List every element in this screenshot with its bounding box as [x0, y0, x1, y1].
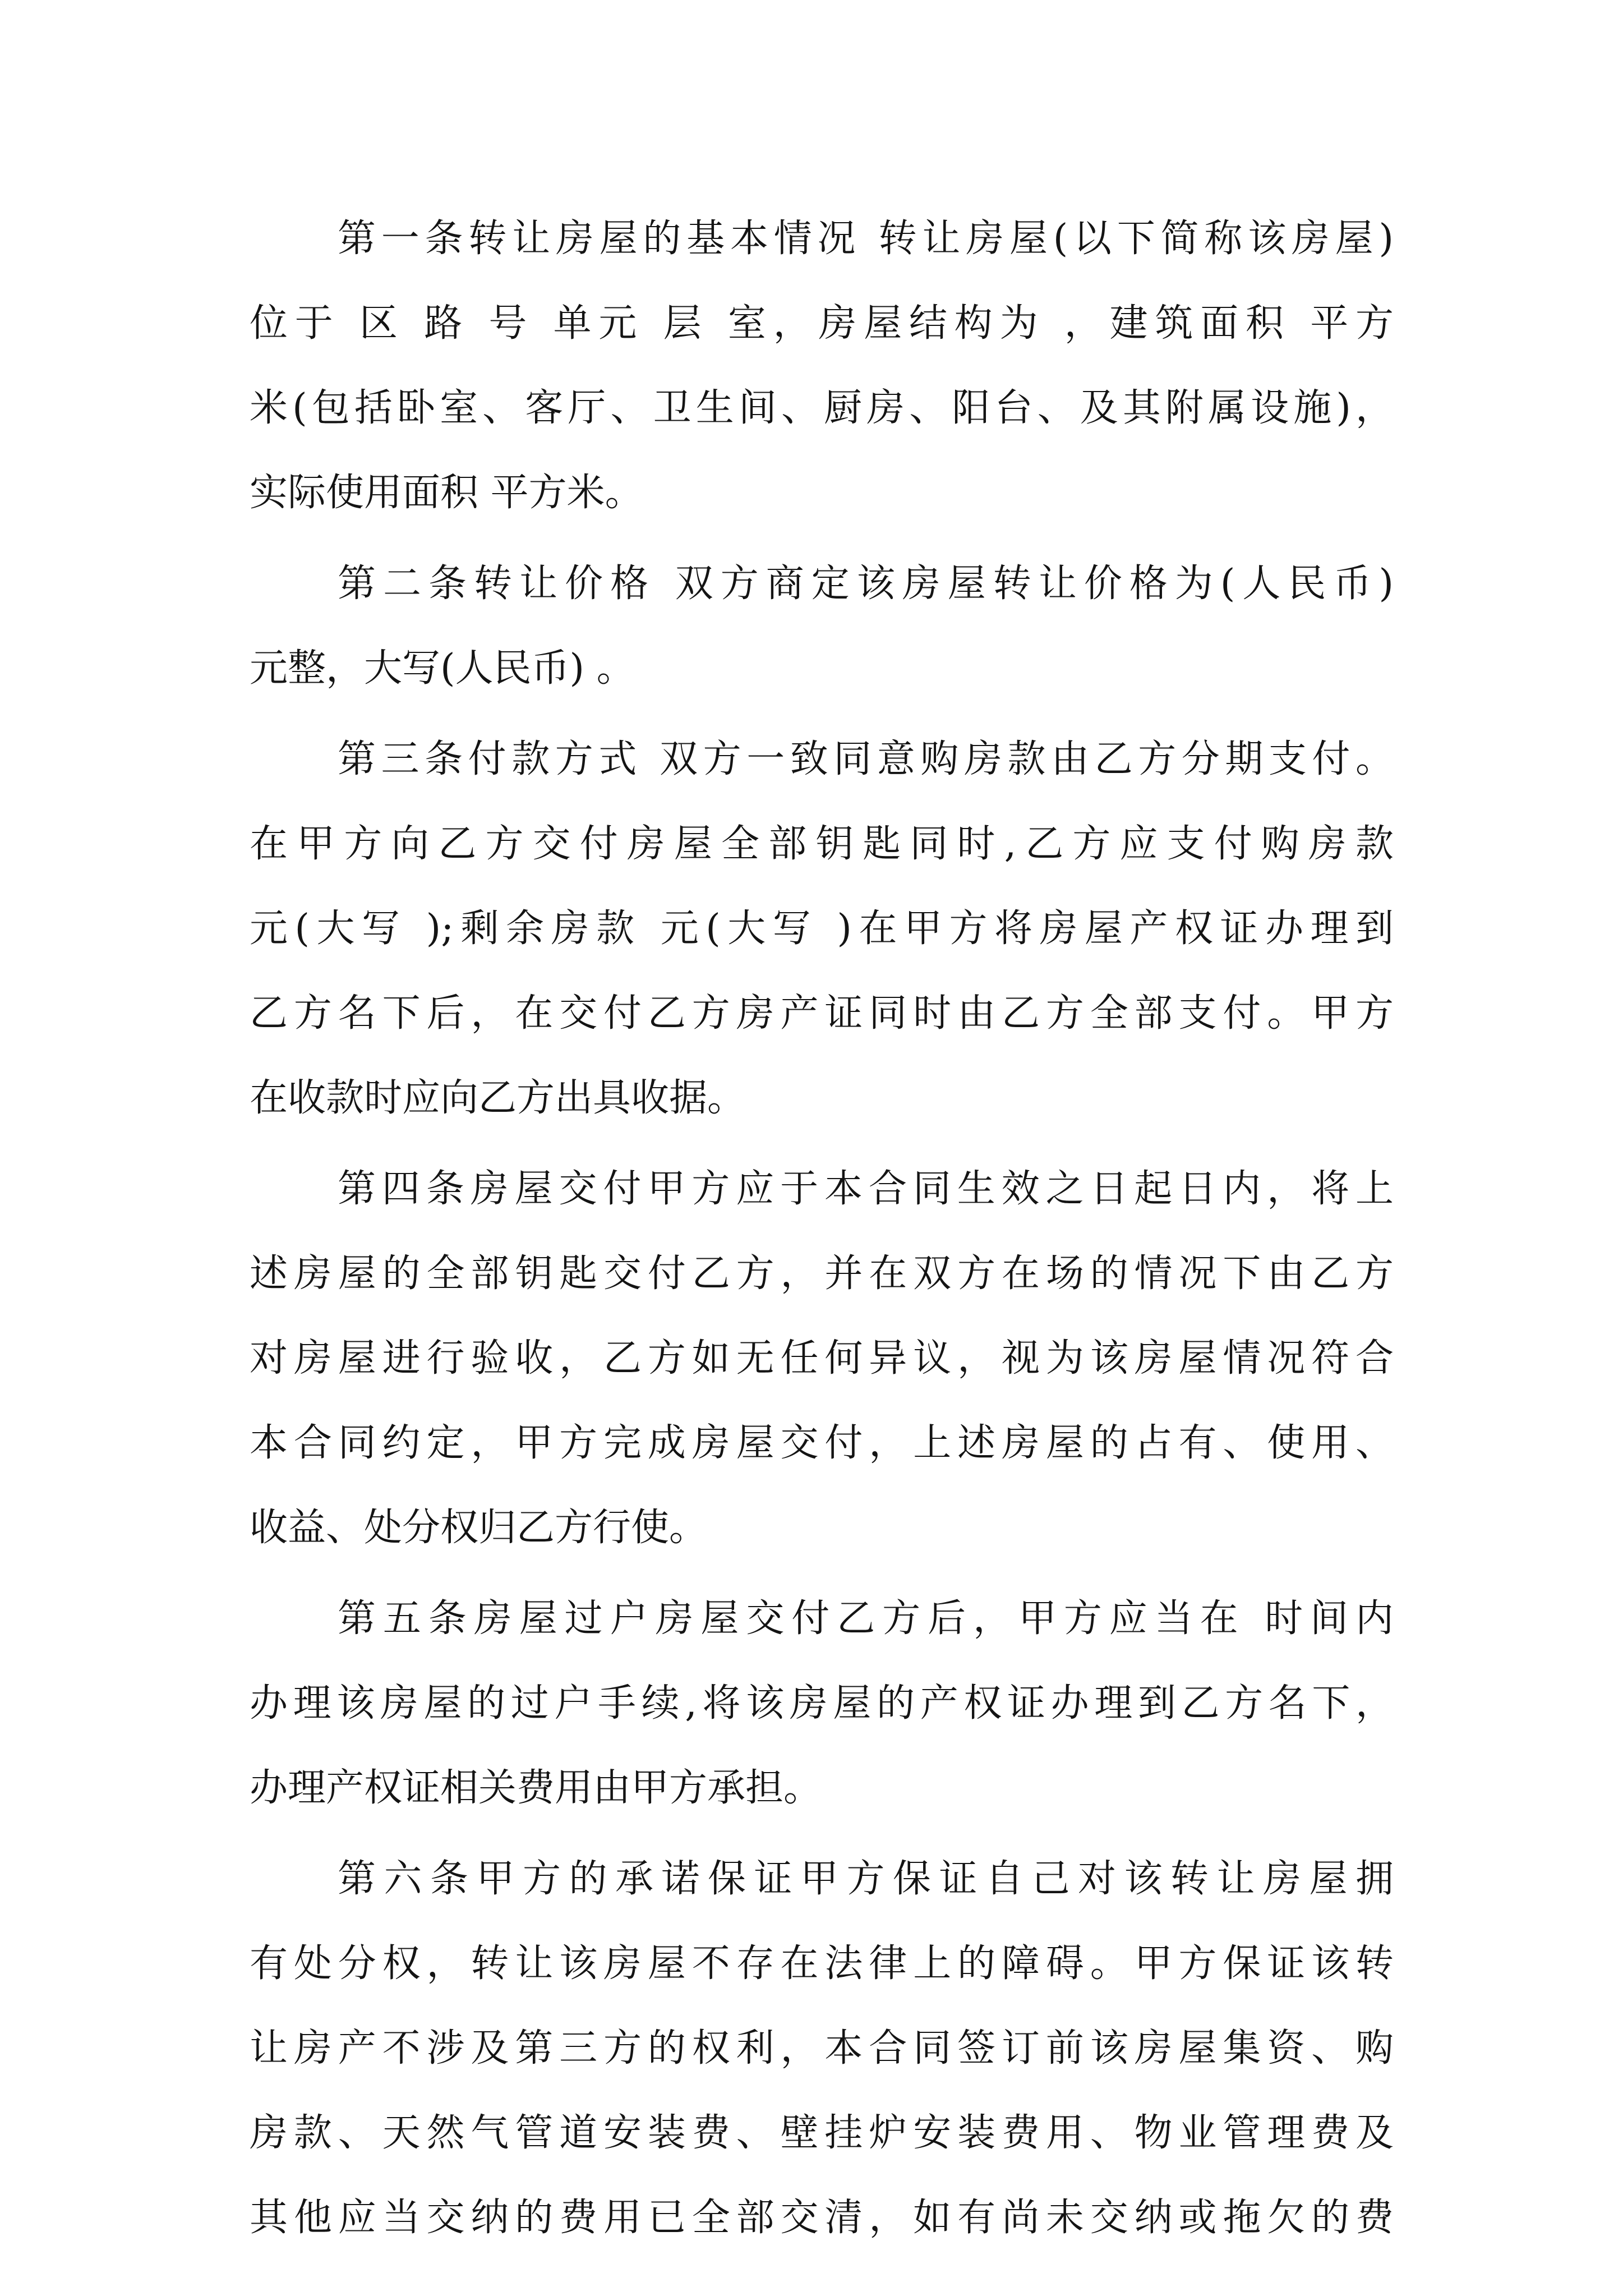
paragraph-first-line: 第一条转让房屋的基本情况 转让房屋(以下简称该房屋): [338, 217, 1394, 261]
paragraph-line: 乙方名下后，在交付乙方房产证同时由乙方全部支付。甲方: [250, 991, 1394, 1036]
paragraph-line: 述房屋的全部钥匙交付乙方，并在双方在场的情况下由乙方: [250, 1251, 1394, 1296]
paragraph-line: 其他应当交纳的费用已全部交清，如有尚未交纳或拖欠的费: [250, 2196, 1394, 2240]
paragraph-first-line: 第五条房屋过户房屋交付乙方后，甲方应当在 时间内: [338, 1596, 1394, 1641]
paragraph-line: 元整，大写(人民币) 。: [250, 646, 635, 691]
paragraph-first-line: 第三条付款方式 双方一致同意购房款由乙方分期支付。: [338, 737, 1394, 781]
paragraph-line: 在收款时应向乙方出具收据。: [250, 1076, 746, 1120]
paragraph-line: 在甲方向乙方交付房屋全部钥匙同时,乙方应支付购房款: [250, 822, 1394, 866]
paragraph-line: 米(包括卧室、客厅、卫生间、厨房、阳台、及其附属设施)，: [250, 386, 1394, 430]
paragraph-line: 有处分权，转让该房屋不存在法律上的障碍。甲方保证该转: [250, 1941, 1394, 1986]
paragraph-line: 元(大写 );剩余房款 元(大写 )在甲方将房屋产权证办理到: [250, 907, 1394, 951]
paragraph-line: 收益、处分权归乙方行使。: [250, 1506, 708, 1550]
paragraph-line: 对房屋进行验收，乙方如无任何异议，视为该房屋情况符合: [250, 1336, 1394, 1381]
paragraph-first-line: 第四条房屋交付甲方应于本合同生效之日起日内，将上: [338, 1167, 1394, 1211]
paragraph-line: 实际使用面积 平方米。: [250, 471, 643, 515]
paragraph-line: 位于 区 路 号 单元 层 室，房屋结构为 ，建筑面积 平方: [250, 301, 1394, 346]
paragraph-first-line: 第六条甲方的承诺保证甲方保证自己对该转让房屋拥: [338, 1857, 1394, 1901]
paragraph-line: 让房产不涉及第三方的权利，本合同签订前该房屋集资、购: [250, 2026, 1394, 2070]
paragraph-line: 办理产权证相关费用由甲方承担。: [250, 1766, 822, 1810]
paragraph-line: 房款、天然气管道安装费、壁挂炉安装费用、物业管理费及: [250, 2111, 1394, 2155]
paragraph-line: 办理该房屋的过户手续,将该房屋的产权证办理到乙方名下，: [250, 1681, 1394, 1726]
paragraph-first-line: 第二条转让价格 双方商定该房屋转让价格为(人民币): [338, 562, 1394, 606]
contract-body: [250, 196, 1394, 2260]
paragraph-line: 本合同约定，甲方完成房屋交付，上述房屋的占有、使用、: [250, 1421, 1394, 1465]
